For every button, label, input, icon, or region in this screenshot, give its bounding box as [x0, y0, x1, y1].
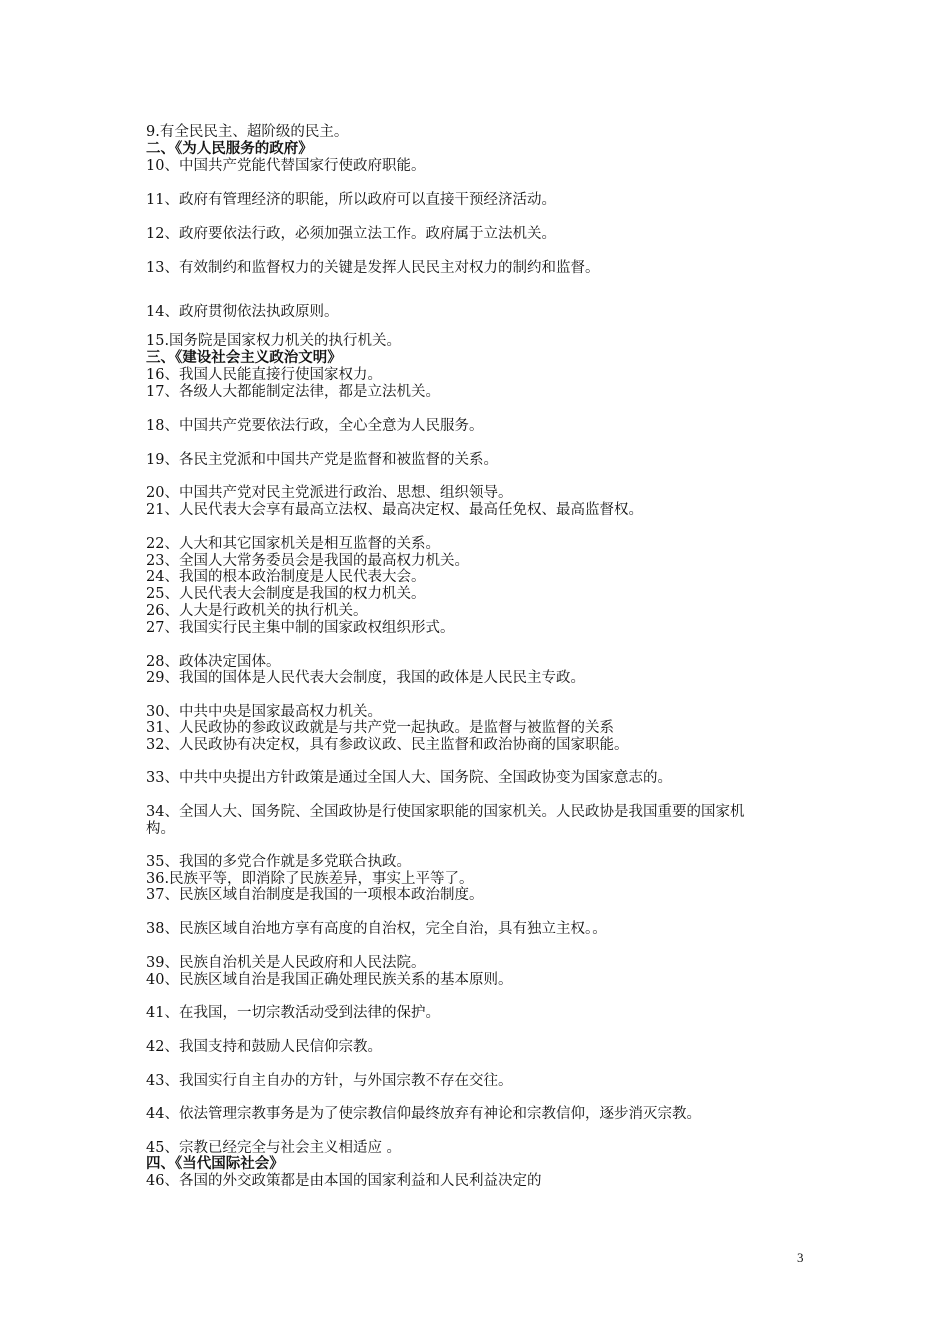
line-item: 31、人民政协的参政议政就是与共产党一起执政。是监督与被监督的关系 — [146, 720, 614, 736]
line-item: 17、各级人大都能制定法律，都是立法机关。 — [146, 384, 440, 400]
section-heading: 二、《为人民服务的政府》 — [146, 140, 313, 157]
line-item: 16、我国人民能直接行使国家权力。 — [146, 367, 382, 383]
section-heading: 四、《当代国际社会》 — [146, 1155, 284, 1172]
line-item: 29、我国的国体是人民代表大会制度，我国的政体是人民民主专政。 — [146, 670, 585, 686]
line-item: 30、中共中央是国家最高权力机关。 — [146, 704, 382, 720]
line-item: 26、人大是行政机关的执行机关。 — [146, 603, 368, 619]
line-item: 39、民族自治机关是人民政府和人民法院。 — [146, 955, 426, 971]
line-item: 24、我国的根本政治制度是人民代表大会。 — [146, 569, 426, 585]
line-item: 36.民族平等，即消除了民族差异，事实上平等了。 — [146, 871, 474, 887]
line-item: 18、中国共产党要依法行政，全心全意为人民服务。 — [146, 418, 484, 434]
line-item: 33、中共中央提出方针政策是通过全国人大、国务院、全国政协变为国家意志的。 — [146, 770, 672, 786]
line-item: 32、人民政协有决定权，具有参政议政、民主监督和政治协商的国家职能。 — [146, 737, 629, 753]
line-item: 22、人大和其它国家机关是相互监督的关系。 — [146, 536, 440, 552]
line-item: 27、我国实行民主集中制的国家政权组织形式。 — [146, 620, 455, 636]
line-item: 44、依法管理宗教事务是为了使宗教信仰最终放弃有神论和宗教信仰，逐步消灭宗教。 — [146, 1106, 701, 1122]
line-item: 10、中国共产党能代替国家行使政府职能。 — [146, 158, 426, 174]
section-heading: 三、《建设社会主义政治文明》 — [146, 349, 342, 366]
line-item: 12、政府要依法行政，必须加强立法工作。政府属于立法机关。 — [146, 226, 556, 242]
line-item: 19、各民主党派和中国共产党是监督和被监督的关系。 — [146, 452, 498, 468]
line-item: 43、我国实行自主自办的方针，与外国宗教不存在交往。 — [146, 1073, 513, 1089]
page-number: 3 — [797, 1250, 804, 1265]
line-item: 20、中国共产党对民主党派进行政治、思想、组织领导。 — [146, 485, 513, 501]
line-item: 28、政体决定国体。 — [146, 654, 281, 670]
line-item: 45、宗教已经完全与社会主义相适应 。 — [146, 1140, 402, 1156]
line-item: 14、政府贯彻依法执政原则。 — [146, 304, 339, 320]
line-item: 37、民族区域自治制度是我国的一项根本政治制度。 — [146, 887, 484, 903]
line-item: 34、全国人大、国务院、全国政协是行使国家职能的国家机关。人民政协是我国重要的国家机 — [146, 804, 745, 820]
line-item: 41、在我国，一切宗教活动受到法律的保护。 — [146, 1005, 440, 1021]
line-item: 构。 — [146, 821, 175, 837]
line-item: 35、我国的多党合作就是多党联合执政。 — [146, 854, 411, 870]
line-item: 40、民族区域自治是我国正确处理民族关系的基本原则。 — [146, 972, 513, 988]
line-item: 15.国务院是国家权力机关的执行机关。 — [146, 333, 402, 349]
line-item: 46、各国的外交政策都是由本国的国家利益和人民利益决定的 — [146, 1173, 542, 1189]
line-item: 11、政府有管理经济的职能，所以政府可以直接干预经济活动。 — [146, 192, 556, 208]
line-item: 42、我国支持和鼓励人民信仰宗教。 — [146, 1039, 382, 1055]
line-item: 25、人民代表大会制度是我国的权力机关。 — [146, 586, 426, 602]
line-item: 38、民族区域自治地方享有高度的自治权，完全自治，具有独立主权。。 — [146, 921, 607, 937]
line-item: 13、有效制约和监督权力的关键是发挥人民民主对权力的制约和监督。 — [146, 260, 600, 276]
line-item: 23、全国人大常务委员会是我国的最高权力机关。 — [146, 553, 469, 569]
line-item: 21、人民代表大会享有最高立法权、最高决定权、最高任免权、最高监督权。 — [146, 502, 643, 518]
line-item: 9.有全民民主、超阶级的民主。 — [146, 124, 349, 140]
